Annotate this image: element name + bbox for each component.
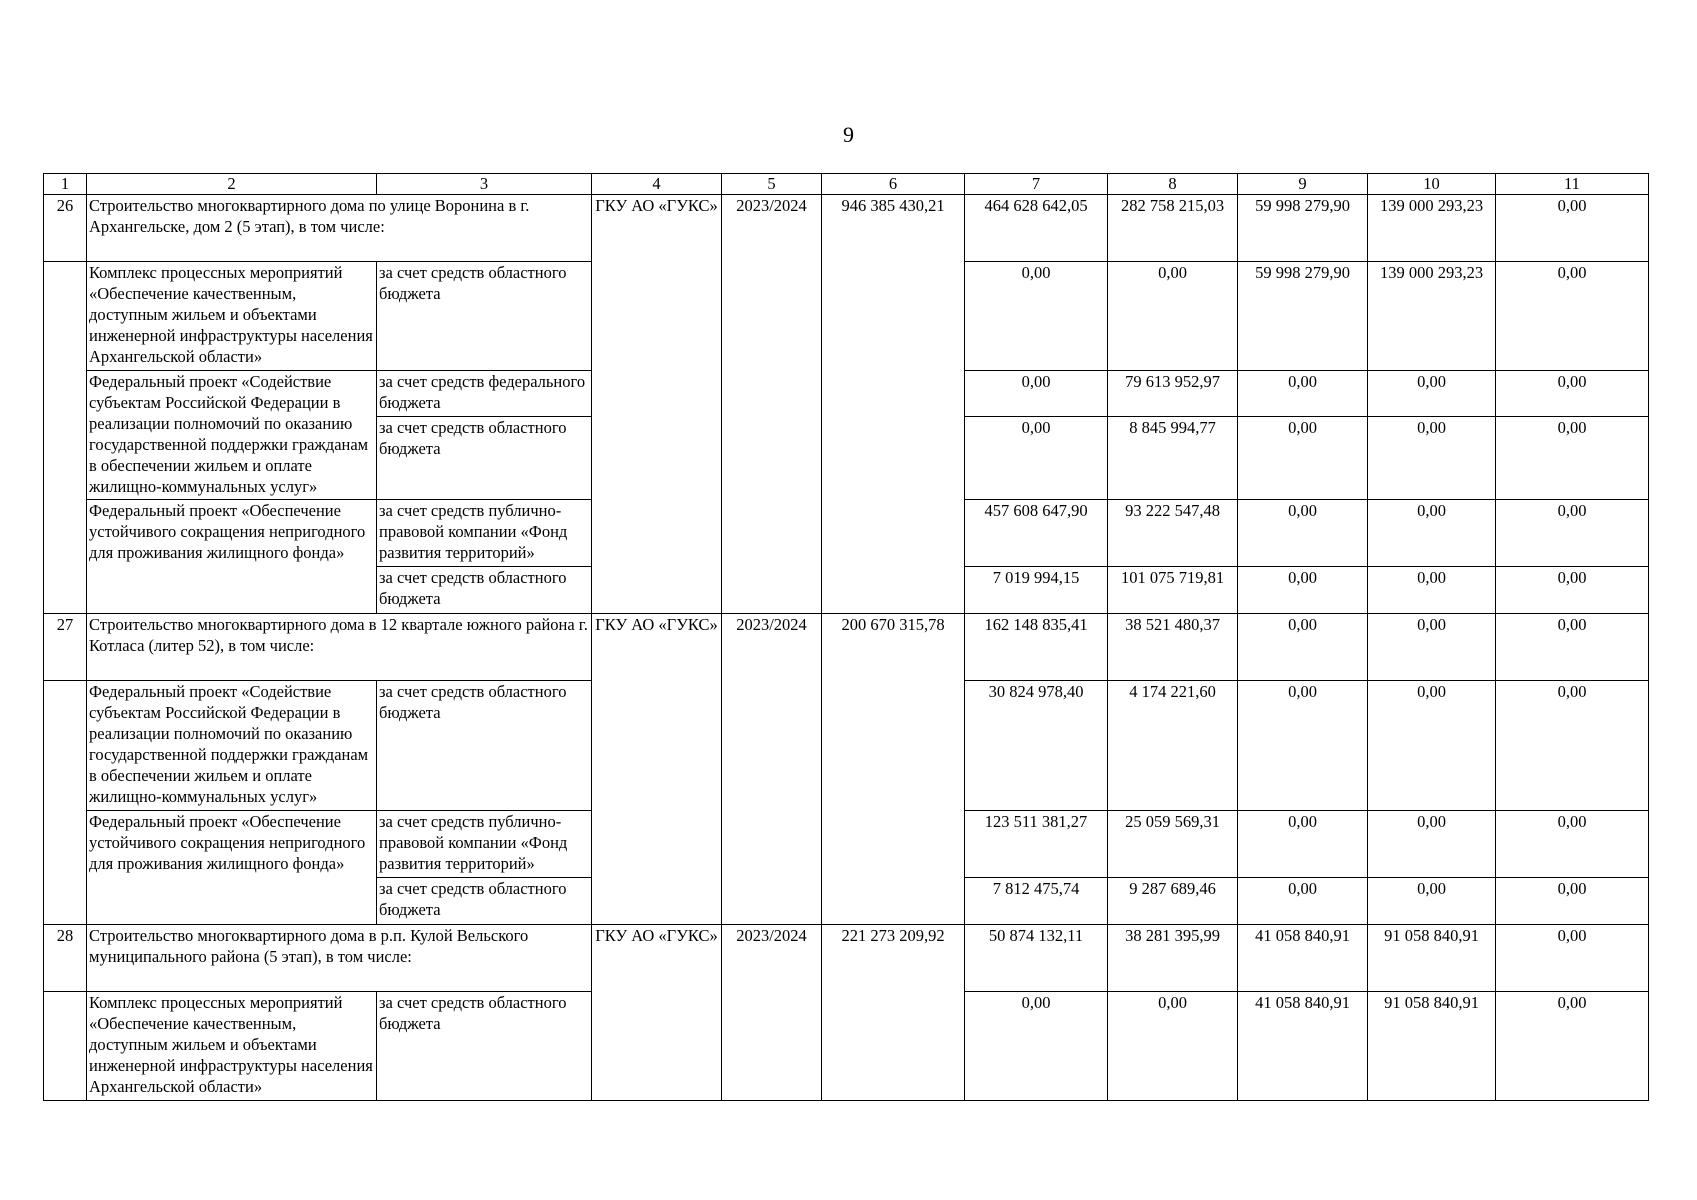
row-number: 27 <box>44 614 87 681</box>
total-cost: 946 385 430,21 <box>822 195 965 614</box>
column-header: 8 <box>1108 174 1238 195</box>
amount-cell: 38 281 395,99 <box>1108 925 1238 992</box>
amount-cell: 0,00 <box>1108 262 1238 371</box>
empty-number-cell <box>44 681 87 925</box>
amount-cell: 0,00 <box>1368 681 1496 811</box>
column-header: 9 <box>1238 174 1368 195</box>
amount-cell: 50 874 132,11 <box>965 925 1108 992</box>
column-header: 5 <box>722 174 822 195</box>
project-name: Федеральный проект «Обеспечение устойчивого сокращения непригодного для проживания жилищного фонда» <box>87 500 377 614</box>
amount-cell: 0,00 <box>1368 417 1496 500</box>
amount-cell: 79 613 952,97 <box>1108 371 1238 417</box>
funding-source: за счет средств федерального бюджета <box>377 371 592 417</box>
total-cost: 200 670 315,78 <box>822 614 965 925</box>
amount-cell: 139 000 293,23 <box>1368 195 1496 262</box>
amount-cell: 0,00 <box>965 262 1108 371</box>
page-number: 9 <box>843 122 854 147</box>
project-name: Федеральный проект «Содействие субъектам Российской Федерации в реализации полномочий по оказанию государственной поддержки гражданам в обеспечении жильем и оплате жилищно-коммунальных услуг» <box>87 681 377 811</box>
column-numbers-row <box>44 174 1649 195</box>
period: 2023/2024 <box>722 614 822 925</box>
amount-cell: 0,00 <box>1496 811 1649 878</box>
object-title: Строительство многоквартирного дома по улице Воронина в г. Архангельске, дом 2 (5 этап), в том числе: <box>87 195 592 262</box>
column-header: 2 <box>87 174 377 195</box>
amount-cell: 30 824 978,40 <box>965 681 1108 811</box>
amount-cell: 0,00 <box>1496 992 1649 1101</box>
amount-cell: 0,00 <box>1108 992 1238 1101</box>
amount-cell: 41 058 840,91 <box>1238 925 1368 992</box>
column-header: 10 <box>1368 174 1496 195</box>
amount-cell: 282 758 215,03 <box>1108 195 1238 262</box>
table-row <box>44 925 1649 992</box>
funding-source: за счет средств областного бюджета <box>377 567 592 614</box>
table-row <box>44 195 1649 262</box>
amount-cell: 0,00 <box>1368 878 1496 925</box>
amount-cell: 91 058 840,91 <box>1368 925 1496 992</box>
empty-number-cell <box>44 992 87 1101</box>
amount-cell: 8 845 994,77 <box>1108 417 1238 500</box>
funding-source: за счет средств областного бюджета <box>377 992 592 1101</box>
amount-cell: 91 058 840,91 <box>1368 992 1496 1101</box>
amount-cell: 0,00 <box>1496 262 1649 371</box>
column-header: 7 <box>965 174 1108 195</box>
project-name: Комплекс процессных мероприятий «Обеспечение качественным, доступным жильем и объектами инженерной инфраструктуры населения Архангельской области» <box>87 992 377 1101</box>
amount-cell: 25 059 569,31 <box>1108 811 1238 878</box>
executor: ГКУ АО «ГУКС» <box>592 195 722 614</box>
amount-cell: 0,00 <box>1238 681 1368 811</box>
amount-cell: 139 000 293,23 <box>1368 262 1496 371</box>
amount-cell: 7 019 994,15 <box>965 567 1108 614</box>
funding-source: за счет средств публично-правовой компании «Фонд развития территорий» <box>377 500 592 567</box>
column-header: 6 <box>822 174 965 195</box>
row-number: 26 <box>44 195 87 262</box>
funding-source: за счет средств областного бюджета <box>377 878 592 925</box>
table-row <box>44 614 1649 681</box>
total-cost: 221 273 209,92 <box>822 925 965 1101</box>
amount-cell: 0,00 <box>1496 371 1649 417</box>
row-number: 28 <box>44 925 87 992</box>
column-header: 11 <box>1496 174 1649 195</box>
amount-cell: 123 511 381,27 <box>965 811 1108 878</box>
amount-cell: 59 998 279,90 <box>1238 262 1368 371</box>
amount-cell: 0,00 <box>1238 567 1368 614</box>
funding-source: за счет средств областного бюджета <box>377 262 592 371</box>
amount-cell: 0,00 <box>1496 614 1649 681</box>
amount-cell: 0,00 <box>1496 567 1649 614</box>
amount-cell: 0,00 <box>1496 417 1649 500</box>
amount-cell: 0,00 <box>1238 500 1368 567</box>
amount-cell: 0,00 <box>1238 614 1368 681</box>
amount-cell: 0,00 <box>1496 925 1649 992</box>
object-title: Строительство многоквартирного дома в 12 квартале южного района г. Котласа (литер 52), в том числе: <box>87 614 592 681</box>
amount-cell: 0,00 <box>1368 811 1496 878</box>
project-name: Комплекс процессных мероприятий «Обеспечение качественным, доступным жильем и объектами инженерной инфраструктуры населения Архангельской области» <box>87 262 377 371</box>
period: 2023/2024 <box>722 195 822 614</box>
amount-cell: 464 628 642,05 <box>965 195 1108 262</box>
amount-cell: 0,00 <box>1368 614 1496 681</box>
amount-cell: 0,00 <box>965 992 1108 1101</box>
amount-cell: 0,00 <box>965 371 1108 417</box>
amount-cell: 41 058 840,91 <box>1238 992 1368 1101</box>
amount-cell: 0,00 <box>965 417 1108 500</box>
amount-cell: 0,00 <box>1496 681 1649 811</box>
amount-cell: 0,00 <box>1238 878 1368 925</box>
budget-table <box>43 173 1649 1101</box>
table-body <box>44 174 1649 1101</box>
amount-cell: 0,00 <box>1238 371 1368 417</box>
executor: ГКУ АО «ГУКС» <box>592 614 722 925</box>
amount-cell: 7 812 475,74 <box>965 878 1108 925</box>
amount-cell: 4 174 221,60 <box>1108 681 1238 811</box>
period: 2023/2024 <box>722 925 822 1101</box>
column-header: 4 <box>592 174 722 195</box>
amount-cell: 162 148 835,41 <box>965 614 1108 681</box>
amount-cell: 0,00 <box>1368 567 1496 614</box>
executor: ГКУ АО «ГУКС» <box>592 925 722 1101</box>
amount-cell: 0,00 <box>1368 500 1496 567</box>
amount-cell: 9 287 689,46 <box>1108 878 1238 925</box>
amount-cell: 101 075 719,81 <box>1108 567 1238 614</box>
column-header: 1 <box>44 174 87 195</box>
empty-number-cell <box>44 262 87 614</box>
amount-cell: 0,00 <box>1496 195 1649 262</box>
funding-source: за счет средств публично-правовой компании «Фонд развития территорий» <box>377 811 592 878</box>
amount-cell: 0,00 <box>1368 371 1496 417</box>
amount-cell: 0,00 <box>1496 878 1649 925</box>
amount-cell: 38 521 480,37 <box>1108 614 1238 681</box>
amount-cell: 0,00 <box>1238 811 1368 878</box>
amount-cell: 59 998 279,90 <box>1238 195 1368 262</box>
amount-cell: 457 608 647,90 <box>965 500 1108 567</box>
funding-source: за счет средств областного бюджета <box>377 417 592 500</box>
amount-cell: 93 222 547,48 <box>1108 500 1238 567</box>
amount-cell: 0,00 <box>1238 417 1368 500</box>
column-header: 3 <box>377 174 592 195</box>
project-name: Федеральный проект «Обеспечение устойчивого сокращения непригодного для проживания жилищного фонда» <box>87 811 377 925</box>
amount-cell: 0,00 <box>1496 500 1649 567</box>
project-name: Федеральный проект «Содействие субъектам Российской Федерации в реализации полномочий по оказанию государственной поддержки гражданам в обеспечении жильем и оплате жилищно-коммунальных услуг» <box>87 371 377 500</box>
funding-source: за счет средств областного бюджета <box>377 681 592 811</box>
object-title: Строительство многоквартирного дома в р.п. Кулой Вельского муниципального района (5 этап), в том числе: <box>87 925 592 992</box>
